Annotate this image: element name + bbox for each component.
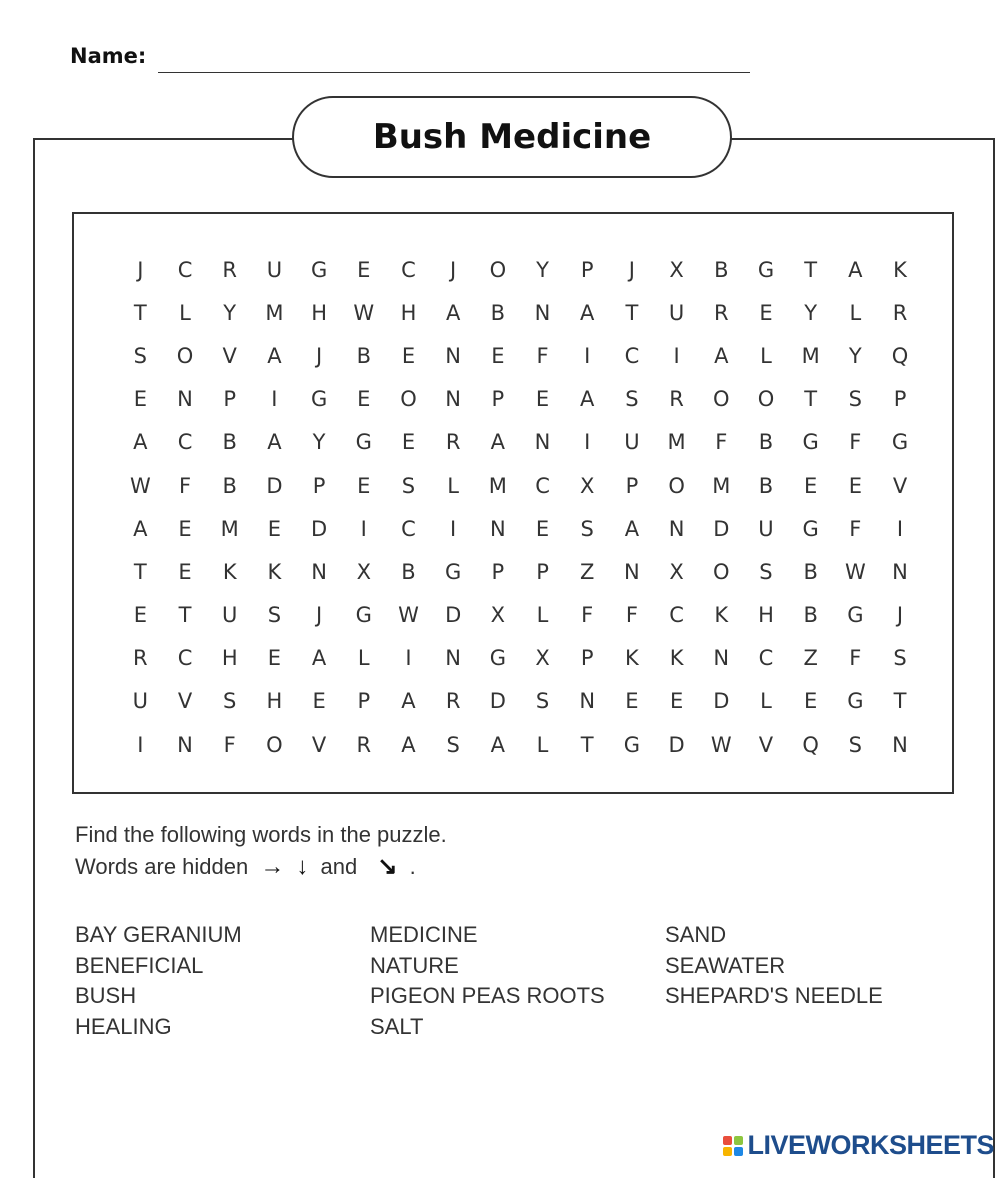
grid-letter[interactable]: R <box>356 732 372 757</box>
grid-letter[interactable]: D <box>489 689 506 714</box>
word-search-grid <box>118 248 922 766</box>
grid-letter[interactable]: O <box>713 387 730 412</box>
grid-letter[interactable]: A <box>133 516 148 541</box>
grid-letter[interactable]: G <box>757 257 775 282</box>
title-banner <box>292 96 732 178</box>
grid-letter[interactable]: B <box>803 603 818 628</box>
logo-square <box>734 1136 743 1145</box>
grid-letter[interactable]: A <box>445 300 461 325</box>
grid-letter[interactable]: Y <box>848 343 862 368</box>
grid-letter[interactable]: S <box>848 732 863 757</box>
grid-letter[interactable]: G <box>802 516 819 541</box>
grid-letter[interactable]: S <box>759 559 773 584</box>
grid-letter[interactable]: V <box>177 689 193 714</box>
grid-letter[interactable]: L <box>357 646 370 671</box>
grid-letter[interactable]: R <box>445 689 461 714</box>
grid-letter[interactable]: F <box>849 430 862 455</box>
grid-letter[interactable]: X <box>490 603 506 628</box>
grid-letter[interactable]: V <box>892 473 908 498</box>
grid-letter[interactable]: R <box>133 646 148 671</box>
word-item: SEAWATER <box>665 952 786 978</box>
grid-letter[interactable]: T <box>804 387 818 412</box>
word-list-column-2 <box>370 920 605 1042</box>
grid-letter[interactable]: N <box>534 300 551 325</box>
grid-letter[interactable]: S <box>625 387 639 412</box>
grid-letter[interactable]: E <box>312 689 326 714</box>
grid-letter[interactable]: U <box>266 257 283 282</box>
grid-letter[interactable]: B <box>714 257 729 282</box>
word-item: MEDICINE <box>370 922 478 947</box>
grid-letter[interactable]: N <box>177 732 193 757</box>
grid-letter[interactable]: T <box>178 603 192 628</box>
grid-letter[interactable]: P <box>491 559 505 584</box>
grid-letter[interactable]: G <box>847 603 864 628</box>
grid-letter[interactable]: N <box>892 732 908 757</box>
grid-letter[interactable]: D <box>668 732 685 757</box>
grid-letter[interactable]: T <box>133 559 147 584</box>
instruction-period: . <box>409 854 416 879</box>
grid-letter[interactable]: E <box>401 430 416 455</box>
grid-letter[interactable]: K <box>669 646 684 671</box>
grid-letter[interactable]: N <box>311 559 327 584</box>
grid-letter[interactable]: E <box>491 343 505 368</box>
grid-letter[interactable]: C <box>624 343 640 368</box>
grid-letter[interactable]: O <box>489 257 507 282</box>
grid-letter[interactable]: C <box>401 257 416 282</box>
grid-letter[interactable]: R <box>713 300 729 325</box>
grid-letter[interactable]: Y <box>223 300 237 325</box>
grid-letter[interactable]: G <box>802 430 819 455</box>
grid-letter[interactable]: F <box>178 473 192 498</box>
word-item: SALT <box>370 1013 424 1039</box>
grid-letter[interactable]: G <box>489 646 506 671</box>
grid-letter[interactable]: B <box>356 343 371 368</box>
grid-letter[interactable]: M <box>667 430 686 455</box>
grid-letter[interactable]: S <box>893 646 907 671</box>
word-item: BUSH <box>75 983 137 1008</box>
grid-letter[interactable]: B <box>222 430 237 455</box>
grid-letter[interactable]: Q <box>802 732 819 757</box>
liveworksheets-logo-icon <box>723 1136 743 1156</box>
grid-letter[interactable]: E <box>133 387 147 412</box>
word-item: BENEFICIAL <box>75 952 204 978</box>
grid-letter[interactable]: E <box>759 300 773 325</box>
grid-letter[interactable]: U <box>132 689 149 714</box>
grid-letter[interactable]: A <box>311 646 327 671</box>
grid-letter[interactable]: E <box>178 559 192 584</box>
grid-letter[interactable]: G <box>891 430 909 455</box>
grid-letter[interactable]: E <box>535 516 550 541</box>
word-item: PIGEON PEAS ROOTS <box>370 983 605 1008</box>
grid-letter[interactable]: B <box>401 559 416 584</box>
grid-letter[interactable]: N <box>713 646 730 671</box>
grid-letter[interactable]: N <box>445 387 462 412</box>
grid-letter[interactable]: Z <box>580 559 595 584</box>
grid-letter[interactable]: S <box>401 473 416 498</box>
grid-letter[interactable]: S <box>267 603 282 628</box>
grid-letter[interactable]: Y <box>804 300 818 325</box>
grid-letter[interactable]: R <box>669 387 684 412</box>
grid-letter[interactable]: K <box>893 257 907 282</box>
grid-letter[interactable]: U <box>758 516 774 541</box>
grid-letter[interactable]: L <box>849 300 862 325</box>
grid-letter[interactable]: H <box>311 300 327 325</box>
grid-letter[interactable]: Y <box>536 257 549 282</box>
grid-letter[interactable]: L <box>536 603 549 628</box>
grid-letter[interactable]: L <box>447 473 459 498</box>
grid-letter[interactable]: W <box>844 559 866 584</box>
grid-letter[interactable]: H <box>758 603 774 628</box>
grid-letter[interactable]: P <box>536 559 549 584</box>
worksheet-title: Bush Medicine <box>372 117 652 157</box>
grid-letter[interactable]: O <box>668 473 685 498</box>
logo-square <box>723 1136 732 1145</box>
grid-letter[interactable]: Y <box>312 430 326 455</box>
grid-letter[interactable]: G <box>445 559 462 584</box>
grid-letter[interactable]: N <box>489 516 506 541</box>
brand-text: LIVEWORKSHEETS <box>747 1130 994 1160</box>
grid-letter[interactable]: I <box>271 387 278 412</box>
name-field-line[interactable] <box>158 72 750 73</box>
grid-letter[interactable]: P <box>312 473 326 498</box>
grid-letter[interactable]: K <box>625 646 639 671</box>
grid-letter[interactable]: M <box>488 473 507 498</box>
grid-letter[interactable]: M <box>712 473 731 498</box>
instruction-and: and <box>320 854 358 879</box>
grid-letter[interactable]: G <box>310 387 328 412</box>
grid-letter[interactable]: Q <box>891 343 909 368</box>
grid-letter[interactable]: J <box>450 257 457 282</box>
grid-letter[interactable]: E <box>848 473 862 498</box>
grid-letter[interactable]: V <box>222 343 237 368</box>
grid-letter[interactable]: T <box>893 689 907 714</box>
grid-letter[interactable]: A <box>490 430 506 455</box>
grid-letter[interactable]: A <box>624 516 640 541</box>
grid-letter[interactable]: N <box>534 430 551 455</box>
grid-letter[interactable]: A <box>714 343 729 368</box>
grid-letter[interactable]: X <box>580 473 595 498</box>
word-item: SAND <box>665 922 727 947</box>
grid-letter[interactable]: U <box>222 603 238 628</box>
grid-letter[interactable]: T <box>580 732 594 757</box>
grid-letter[interactable]: U <box>668 300 685 325</box>
grid-letter[interactable]: S <box>133 343 148 368</box>
grid-letter[interactable]: T <box>625 300 639 325</box>
grid-letter[interactable]: I <box>360 516 367 541</box>
word-item: SHEPARD'S NEEDLE <box>665 983 883 1008</box>
grid-letter[interactable]: R <box>445 430 461 455</box>
grid-letter[interactable]: Z <box>803 646 818 671</box>
grid-letter[interactable]: P <box>223 387 237 412</box>
name-label: Name: <box>70 44 147 68</box>
grid-letter[interactable]: H <box>400 300 417 325</box>
grid-letter[interactable]: D <box>445 603 462 628</box>
word-list-column-1 <box>75 920 242 1042</box>
instruction-line-2 <box>75 852 416 881</box>
grid-letter[interactable]: B <box>758 430 774 455</box>
grid-letter[interactable]: O <box>713 559 730 584</box>
grid-letter[interactable]: N <box>445 343 462 368</box>
grid-letter[interactable]: R <box>222 257 238 282</box>
grid-letter[interactable]: J <box>315 603 323 628</box>
grid-letter[interactable]: S <box>535 689 550 714</box>
grid-letter[interactable]: S <box>848 387 863 412</box>
grid-letter[interactable]: L <box>179 300 191 325</box>
instruction-prefix: Words are hidden <box>75 854 249 879</box>
grid-letter[interactable]: B <box>758 473 774 498</box>
grid-letter[interactable]: N <box>668 516 685 541</box>
grid-letter[interactable]: E <box>357 257 371 282</box>
grid-letter[interactable]: L <box>760 689 772 714</box>
grid-letter[interactable]: A <box>267 430 282 455</box>
grid-letter[interactable]: M <box>265 300 284 325</box>
grid-letter[interactable]: M <box>801 343 820 368</box>
logo-square <box>734 1147 743 1156</box>
grid-letter[interactable]: F <box>715 430 728 455</box>
grid-letter[interactable]: P <box>491 387 505 412</box>
grid-letter[interactable]: S <box>446 732 460 757</box>
grid-letter[interactable]: H <box>266 689 283 714</box>
grid-letter[interactable]: E <box>804 689 818 714</box>
grid-letter[interactable]: E <box>357 387 371 412</box>
grid-letter[interactable]: D <box>713 516 730 541</box>
grid-letter[interactable]: W <box>353 300 375 325</box>
grid-letter[interactable]: P <box>580 257 594 282</box>
grid-letter[interactable]: N <box>579 689 596 714</box>
grid-letter[interactable]: E <box>401 343 416 368</box>
instruction-line-1: Find the following words in the puzzle. <box>75 822 447 847</box>
grid-letter[interactable]: N <box>624 559 640 584</box>
grid-letter[interactable]: X <box>669 257 684 282</box>
grid-letter[interactable]: I <box>896 516 904 541</box>
grid-letter[interactable]: T <box>133 300 147 325</box>
grid-letter[interactable]: G <box>355 603 372 628</box>
grid-letter[interactable]: C <box>177 257 193 282</box>
liveworksheets-brand <box>723 1130 994 1161</box>
word-item: NATURE <box>370 952 459 978</box>
grid-letter[interactable]: U <box>624 430 640 455</box>
grid-letter[interactable]: W <box>129 473 151 498</box>
grid-letter[interactable]: K <box>222 559 237 584</box>
grid-letter[interactable]: G <box>355 430 372 455</box>
grid-letter[interactable]: E <box>267 646 282 671</box>
grid-letter[interactable]: B <box>222 473 237 498</box>
grid-letter[interactable]: N <box>892 559 908 584</box>
grid-letter[interactable]: I <box>405 646 412 671</box>
grid-letter[interactable]: E <box>357 473 371 498</box>
grid-letter[interactable]: G <box>623 732 641 757</box>
grid-letter[interactable]: W <box>398 603 419 628</box>
grid-letter[interactable]: I <box>673 343 680 368</box>
grid-letter[interactable]: A <box>580 387 595 412</box>
grid-letter[interactable]: F <box>581 603 594 628</box>
grid-letter[interactable]: T <box>804 257 818 282</box>
grid-letter[interactable]: A <box>490 732 506 757</box>
grid-letter[interactable]: X <box>535 646 550 671</box>
grid-letter[interactable]: L <box>536 732 549 757</box>
grid-letter[interactable]: C <box>758 646 774 671</box>
word-item: HEALING <box>75 1013 172 1039</box>
grid-letter[interactable]: K <box>714 603 729 628</box>
arrow-diagonal-icon: ↘ <box>377 853 398 880</box>
grid-letter[interactable]: O <box>400 387 417 412</box>
grid-letter[interactable]: P <box>625 473 639 498</box>
grid-letter[interactable]: E <box>133 603 147 628</box>
grid-letter[interactable]: X <box>669 559 684 584</box>
logo-square <box>723 1147 732 1156</box>
grid-letter[interactable]: E <box>178 516 192 541</box>
grid-letter[interactable]: P <box>357 689 371 714</box>
grid-letter[interactable]: S <box>223 689 237 714</box>
grid-letter[interactable]: R <box>892 300 908 325</box>
grid-letter[interactable]: V <box>311 732 327 757</box>
grid-letter[interactable]: E <box>267 516 282 541</box>
grid-letter[interactable]: W <box>710 732 732 757</box>
grid-letter[interactable]: A <box>133 430 148 455</box>
arrow-right-icon: → <box>260 853 285 880</box>
grid-letter[interactable]: E <box>669 689 684 714</box>
grid-letter[interactable]: D <box>266 473 283 498</box>
grid-letter[interactable]: H <box>221 646 238 671</box>
grid-letter[interactable]: G <box>847 689 864 714</box>
grid-letter[interactable]: A <box>848 257 863 282</box>
grid-letter[interactable]: D <box>311 516 328 541</box>
grid-letter[interactable]: N <box>445 646 462 671</box>
grid-letter[interactable]: A <box>580 300 595 325</box>
grid-letter[interactable]: J <box>628 257 635 282</box>
grid-letter[interactable]: M <box>220 516 239 541</box>
grid-letter[interactable]: G <box>310 257 328 282</box>
arrow-down-icon: ↓ <box>296 853 309 880</box>
grid-letter[interactable]: X <box>356 559 371 584</box>
grid-letter[interactable]: A <box>401 732 416 757</box>
grid-letter[interactable]: L <box>760 343 772 368</box>
grid-letter[interactable]: J <box>137 257 144 282</box>
grid-letter[interactable]: F <box>223 732 236 757</box>
grid-letter[interactable]: V <box>758 732 774 757</box>
grid-letter[interactable]: P <box>893 387 907 412</box>
grid-letter[interactable]: F <box>849 646 862 671</box>
grid-letter[interactable]: I <box>584 430 591 455</box>
grid-letter[interactable]: O <box>266 732 283 757</box>
grid-letter[interactable]: C <box>401 516 416 541</box>
grid-letter[interactable]: C <box>669 603 684 628</box>
grid-letter[interactable]: J <box>315 343 323 368</box>
grid-letter[interactable]: A <box>401 689 416 714</box>
grid-letter[interactable]: F <box>625 603 638 628</box>
grid-letter[interactable]: O <box>757 387 775 412</box>
grid-letter[interactable]: E <box>535 387 550 412</box>
grid-letter[interactable]: S <box>580 516 594 541</box>
grid-letter[interactable]: I <box>584 343 591 368</box>
grid-letter[interactable]: J <box>896 603 904 628</box>
grid-letter[interactable]: D <box>713 689 730 714</box>
grid-letter[interactable]: E <box>804 473 818 498</box>
grid-letter[interactable]: O <box>176 343 194 368</box>
grid-letter[interactable]: B <box>490 300 506 325</box>
grid-letter[interactable]: B <box>803 559 818 584</box>
grid-letter[interactable]: C <box>177 646 193 671</box>
grid-letter[interactable]: E <box>625 689 639 714</box>
grid-letter[interactable]: A <box>267 343 282 368</box>
grid-letter[interactable]: I <box>450 516 457 541</box>
grid-letter[interactable]: P <box>580 646 594 671</box>
grid-letter[interactable]: I <box>137 732 144 757</box>
grid-letter[interactable]: F <box>849 516 862 541</box>
grid-letter[interactable]: N <box>177 387 193 412</box>
word-item: BAY GERANIUM <box>75 922 242 947</box>
grid-letter[interactable]: C <box>177 430 193 455</box>
grid-letter[interactable]: C <box>535 473 550 498</box>
grid-letter[interactable]: F <box>536 343 549 368</box>
grid-letter[interactable]: K <box>267 559 282 584</box>
word-list-column-3 <box>665 920 883 1012</box>
